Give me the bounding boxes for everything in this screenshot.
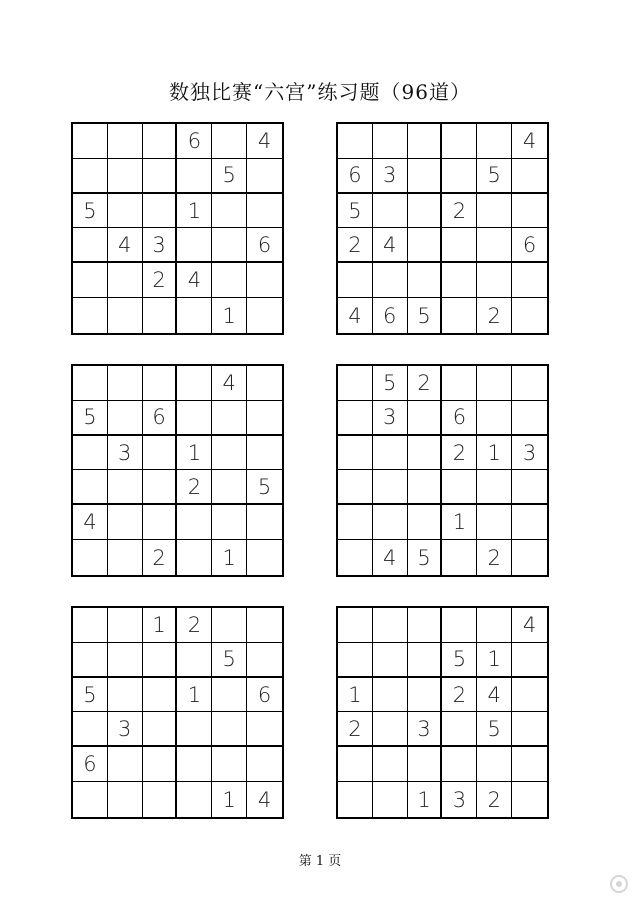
- sudoku-cell: [212, 263, 247, 298]
- sudoku-cell: [373, 747, 408, 782]
- sudoku-cell: [373, 712, 408, 747]
- sudoku-cell: [247, 298, 282, 333]
- sudoku-cell: [408, 643, 443, 678]
- sudoku-grid-5: [71, 606, 284, 819]
- sudoku-cell: [177, 505, 212, 540]
- sudoku-cell: 2: [477, 298, 512, 333]
- sudoku-cell: [512, 712, 547, 747]
- sudoku-cell: [477, 366, 512, 401]
- sudoku-cell: [477, 228, 512, 263]
- sudoku-cell: [73, 366, 108, 401]
- sudoku-cell: [108, 678, 143, 713]
- sudoku-cell: [143, 194, 178, 229]
- sudoku-cell: [408, 401, 443, 436]
- sudoku-cell: [212, 747, 247, 782]
- sudoku-cell: [338, 263, 373, 298]
- sudoku-cell: [143, 678, 178, 713]
- sudoku-cell: [442, 366, 477, 401]
- sudoku-cell: [212, 608, 247, 643]
- sudoku-cell: 4: [373, 540, 408, 575]
- sudoku-cell: 1: [177, 678, 212, 713]
- sudoku-cell: [477, 470, 512, 505]
- sudoku-cell: 1: [408, 782, 443, 817]
- sudoku-cell: [512, 366, 547, 401]
- sudoku-cell: 4: [212, 366, 247, 401]
- sudoku-cell: [442, 540, 477, 575]
- sudoku-grid-2: [336, 122, 549, 335]
- sudoku-cell: 6: [143, 401, 178, 436]
- sudoku-cell: [73, 643, 108, 678]
- sudoku-cell: 2: [177, 470, 212, 505]
- sudoku-cell: [442, 298, 477, 333]
- sudoku-cell: 6: [373, 298, 408, 333]
- sudoku-cell: [373, 608, 408, 643]
- sudoku-cell: [477, 401, 512, 436]
- sudoku-cell: [212, 124, 247, 159]
- sudoku-cell: 5: [73, 401, 108, 436]
- sudoku-cell: 3: [108, 712, 143, 747]
- sudoku-cell: [73, 712, 108, 747]
- sudoku-cell: 6: [73, 747, 108, 782]
- sudoku-cell: [212, 401, 247, 436]
- sudoku-cell: 2: [338, 228, 373, 263]
- sudoku-cell: [408, 436, 443, 471]
- sudoku-cell: [408, 124, 443, 159]
- sudoku-cell: 2: [442, 194, 477, 229]
- sudoku-cell: [143, 782, 178, 817]
- sudoku-cell: [408, 194, 443, 229]
- sudoku-cell: 4: [73, 505, 108, 540]
- sudoku-cell: [477, 263, 512, 298]
- sudoku-cell: [512, 782, 547, 817]
- sudoku-cell: [373, 436, 408, 471]
- sudoku-cell: [108, 540, 143, 575]
- sudoku-cell: 4: [247, 124, 282, 159]
- sudoku-cell: [477, 608, 512, 643]
- watermark-logo-icon: [610, 875, 628, 893]
- sudoku-cell: [442, 124, 477, 159]
- sudoku-cell: [247, 263, 282, 298]
- sudoku-cell: [177, 643, 212, 678]
- sudoku-cell: 3: [408, 712, 443, 747]
- sudoku-cell: [408, 505, 443, 540]
- sudoku-grid-6: [336, 606, 549, 819]
- sudoku-cell: 2: [477, 540, 512, 575]
- sudoku-cell: 2: [408, 366, 443, 401]
- sudoku-cell: [108, 505, 143, 540]
- sudoku-cell: [408, 159, 443, 194]
- sudoku-cell: [73, 124, 108, 159]
- sudoku-cell: [408, 263, 443, 298]
- sudoku-cell: [408, 747, 443, 782]
- sudoku-cell: [373, 678, 408, 713]
- sudoku-cell: [477, 505, 512, 540]
- sudoku-cell: 2: [442, 436, 477, 471]
- sudoku-cell: [408, 678, 443, 713]
- sudoku-cell: [477, 124, 512, 159]
- sudoku-cell: 3: [143, 228, 178, 263]
- sudoku-cell: 1: [212, 782, 247, 817]
- sudoku-cell: 6: [442, 401, 477, 436]
- sudoku-cell: [108, 194, 143, 229]
- sudoku-cell: [212, 470, 247, 505]
- sudoku-cell: 4: [338, 298, 373, 333]
- sudoku-cell: [177, 159, 212, 194]
- sudoku-cell: [247, 643, 282, 678]
- sudoku-cell: [373, 782, 408, 817]
- sudoku-cell: [143, 298, 178, 333]
- sudoku-cell: 1: [212, 298, 247, 333]
- sudoku-cell: [442, 470, 477, 505]
- sudoku-cell: [177, 228, 212, 263]
- sudoku-cell: [247, 436, 282, 471]
- sudoku-cell: [373, 124, 408, 159]
- sudoku-cell: [73, 298, 108, 333]
- sudoku-cell: [512, 505, 547, 540]
- sudoku-cell: [247, 194, 282, 229]
- sudoku-cell: [442, 228, 477, 263]
- sudoku-cell: 6: [338, 159, 373, 194]
- sudoku-cell: 4: [512, 608, 547, 643]
- sudoku-cell: [108, 643, 143, 678]
- sudoku-cell: [212, 194, 247, 229]
- sudoku-cell: [442, 263, 477, 298]
- sudoku-cell: [247, 540, 282, 575]
- sudoku-cell: 5: [442, 643, 477, 678]
- sudoku-cell: [442, 747, 477, 782]
- sudoku-cell: [512, 470, 547, 505]
- sudoku-cell: [247, 366, 282, 401]
- sudoku-cell: [512, 747, 547, 782]
- sudoku-cell: [108, 298, 143, 333]
- sudoku-cell: [73, 470, 108, 505]
- page-number: 第 1 页: [298, 854, 342, 869]
- sudoku-cell: [143, 505, 178, 540]
- sudoku-cell: [338, 643, 373, 678]
- sudoku-cell: [73, 782, 108, 817]
- sudoku-cell: [212, 228, 247, 263]
- sudoku-cell: [143, 436, 178, 471]
- sudoku-cell: 3: [373, 401, 408, 436]
- sudoku-cell: [338, 436, 373, 471]
- sudoku-cell: [212, 505, 247, 540]
- sudoku-cell: [73, 228, 108, 263]
- sudoku-cell: [177, 401, 212, 436]
- sudoku-cell: [177, 747, 212, 782]
- sudoku-cell: [338, 505, 373, 540]
- sudoku-cell: 2: [143, 540, 178, 575]
- sudoku-cell: 2: [338, 712, 373, 747]
- sudoku-cell: [512, 540, 547, 575]
- sudoku-cell: [212, 712, 247, 747]
- sudoku-cell: [177, 298, 212, 333]
- sudoku-cell: [373, 643, 408, 678]
- sudoku-cell: [512, 263, 547, 298]
- sudoku-cell: [143, 747, 178, 782]
- sudoku-cell: [408, 608, 443, 643]
- sudoku-cell: 5: [247, 470, 282, 505]
- sudoku-cell: [247, 712, 282, 747]
- sudoku-cell: 6: [512, 228, 547, 263]
- sudoku-grid-1: [71, 122, 284, 335]
- sudoku-cell: 3: [373, 159, 408, 194]
- sudoku-cell: 5: [477, 159, 512, 194]
- sudoku-cell: [338, 782, 373, 817]
- sudoku-cell: 5: [373, 366, 408, 401]
- sudoku-cell: [143, 124, 178, 159]
- sudoku-cell: 2: [143, 263, 178, 298]
- sudoku-cell: [177, 366, 212, 401]
- sudoku-cell: [512, 678, 547, 713]
- sudoku-cell: [338, 470, 373, 505]
- sudoku-grid-4: [336, 364, 549, 577]
- sudoku-cell: 3: [442, 782, 477, 817]
- sudoku-cell: [73, 540, 108, 575]
- sudoku-cell: [512, 194, 547, 229]
- sudoku-cell: [177, 712, 212, 747]
- sudoku-cell: 1: [143, 608, 178, 643]
- sudoku-cell: 3: [108, 436, 143, 471]
- sudoku-cell: 2: [177, 608, 212, 643]
- sudoku-cell: 1: [338, 678, 373, 713]
- sudoku-cell: [408, 228, 443, 263]
- sudoku-cell: [73, 436, 108, 471]
- sudoku-cell: [477, 747, 512, 782]
- sudoku-cell: [442, 159, 477, 194]
- sudoku-cell: 5: [408, 298, 443, 333]
- sudoku-cell: [108, 366, 143, 401]
- sudoku-cell: [247, 401, 282, 436]
- sudoku-cell: 1: [442, 505, 477, 540]
- sudoku-cell: 4: [477, 678, 512, 713]
- sudoku-cell: 4: [257, 787, 272, 812]
- sudoku-cell: 6: [177, 124, 212, 159]
- sudoku-cell: [512, 643, 547, 678]
- sudoku-cell: 5: [338, 194, 373, 229]
- sudoku-cell: [338, 747, 373, 782]
- sudoku-cell: [512, 159, 547, 194]
- sudoku-cell: [442, 608, 477, 643]
- sudoku-cell: [338, 608, 373, 643]
- sudoku-cell: [338, 540, 373, 575]
- sudoku-cell: [512, 298, 547, 333]
- watermark: [610, 875, 628, 893]
- sudoku-cell: [73, 159, 108, 194]
- page-title: 数独比赛“六宫”练习题（96道）: [169, 80, 471, 104]
- sudoku-cell: 1: [477, 436, 512, 471]
- sudoku-cell: 4: [177, 263, 212, 298]
- sudoku-cell: [143, 366, 178, 401]
- sudoku-cell: [247, 159, 282, 194]
- sudoku-cell: [477, 194, 512, 229]
- sudoku-cell: [143, 159, 178, 194]
- sudoku-cell: [373, 194, 408, 229]
- sudoku-cell: [408, 470, 443, 505]
- sudoku-cell: [512, 401, 547, 436]
- sudoku-cell: 1: [177, 194, 212, 229]
- sudoku-cell: [108, 401, 143, 436]
- sudoku-cell: 2: [477, 782, 512, 817]
- sudoku-cell: 5: [477, 712, 512, 747]
- sudoku-cell: [108, 159, 143, 194]
- sudoku-cell: 4: [373, 228, 408, 263]
- sudoku-cell: [143, 712, 178, 747]
- sudoku-cell: [108, 608, 143, 643]
- sudoku-cell: [143, 643, 178, 678]
- sudoku-cell: [373, 263, 408, 298]
- sudoku-cell: [108, 747, 143, 782]
- sudoku-cell: [442, 712, 477, 747]
- sudoku-cell: 6: [247, 678, 282, 713]
- sudoku-cell: [247, 608, 282, 643]
- sudoku-cell: [212, 678, 247, 713]
- sudoku-cell: [143, 470, 178, 505]
- sudoku-cell: 6: [247, 228, 282, 263]
- sudoku-cell: [108, 263, 143, 298]
- sudoku-cell: [108, 124, 143, 159]
- sudoku-cell: 2: [442, 678, 477, 713]
- sudoku-cell: 5: [408, 540, 443, 575]
- sudoku-cell: [108, 470, 143, 505]
- sudoku-cell: [247, 747, 282, 782]
- sudoku-cell: 4: [108, 228, 143, 263]
- sudoku-cell: [73, 263, 108, 298]
- sudoku-cell: 1: [477, 643, 512, 678]
- sudoku-cell: [108, 782, 143, 817]
- sudoku-cell: [373, 505, 408, 540]
- sudoku-cell: [338, 401, 373, 436]
- sudoku-cell: 1: [177, 436, 212, 471]
- sudoku-grid-3: [71, 364, 284, 577]
- sudoku-cell: 5: [73, 194, 108, 229]
- sudoku-cell: [247, 505, 282, 540]
- sudoku-cell: 5: [73, 678, 108, 713]
- sudoku-cell: 5: [212, 159, 247, 194]
- sudoku-cell: [338, 124, 373, 159]
- sudoku-cell: [373, 470, 408, 505]
- sudoku-cell: [212, 436, 247, 471]
- sudoku-cell: 4: [512, 124, 547, 159]
- sudoku-cell: 1: [212, 540, 247, 575]
- sudoku-cell: 5: [212, 643, 247, 678]
- sudoku-cell: [177, 782, 212, 817]
- sudoku-cell: [73, 608, 108, 643]
- sudoku-cell: 3: [512, 436, 547, 471]
- sudoku-cell: [177, 540, 212, 575]
- sudoku-cell: [338, 366, 373, 401]
